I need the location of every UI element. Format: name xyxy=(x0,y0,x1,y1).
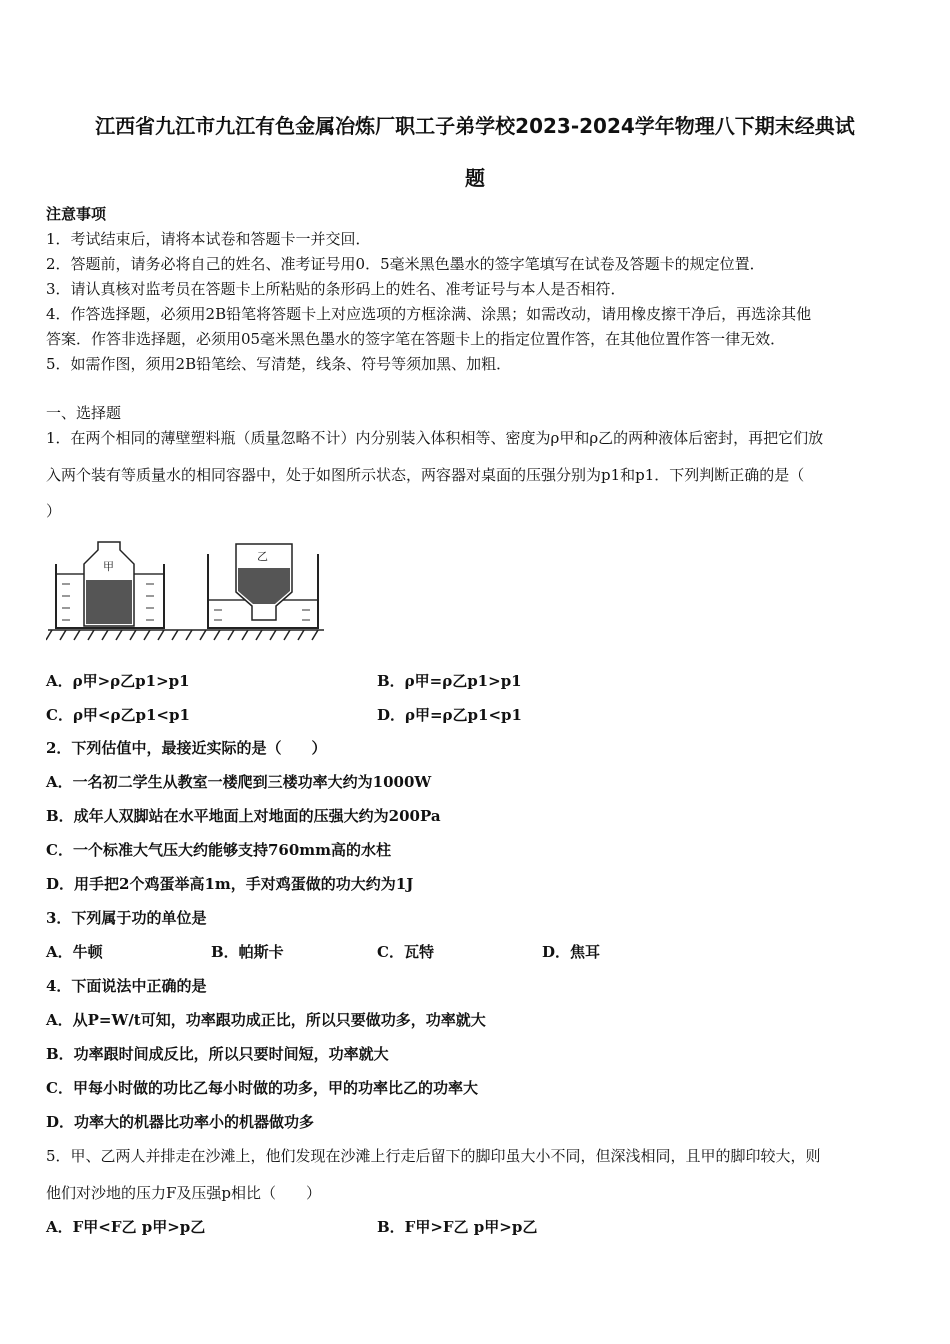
right-bottle-label: 乙 xyxy=(257,550,268,563)
q4-option-a[interactable]: A．从P=W/t可知，功率跟功成正比，所以只要做功多，功率就大 xyxy=(46,1011,486,1029)
q3-option-d[interactable]: D．焦耳 xyxy=(542,943,601,961)
notice-item: 5．如需作图，须用2B铅笔绘、写清楚，线条、符号等须加黑、加粗． xyxy=(46,355,512,373)
notice-item: 4．作答选择题，必须用2B铅笔将答题卡上对应选项的方框涂满、涂黑；如需改动，请用橡皮擦干净后，再选涂其他 xyxy=(46,305,812,323)
q4-option-d[interactable]: D．功率大的机器比功率小的机器做功多 xyxy=(46,1113,315,1131)
section-heading: 一、选择题 xyxy=(46,404,122,422)
q3-stem: 3．下列属于功的单位是 xyxy=(46,909,207,927)
left-container xyxy=(56,542,164,628)
q1-stem-line2: 入两个装有等质量水的相同容器中，处于如图所示状态，两容器对桌面的压强分别为p1和p1．下列判断正确的是（ xyxy=(46,466,805,484)
notice-item: 答案．作答非选择题，必须用05毫米黑色墨水的签字笔在答题卡上的指定位置作答，在其他位置作答一律无效． xyxy=(46,330,786,348)
q1-option-d[interactable]: D．ρ甲=ρ乙p1<p1 xyxy=(377,706,522,724)
q2-option-a[interactable]: A．一名初二学生从教室一楼爬到三楼功率大约为1000W xyxy=(46,773,432,791)
q1-figure xyxy=(46,540,326,652)
q1-stem-line1: 1．在两个相同的薄壁塑料瓶（质量忽略不计）内分别装入体积相等、密度为ρ甲和ρ乙的两种液体后密封，再把它们放 xyxy=(46,429,824,447)
notice-item: 1．考试结束后，请将本试卷和答题卡一并交回． xyxy=(46,230,371,248)
q4-option-b[interactable]: B．功率跟时间成反比，所以只要时间短，功率就大 xyxy=(46,1045,389,1063)
q2-stem: 2．下列估值中，最接近实际的是（ ） xyxy=(46,739,327,757)
q4-stem: 4．下面说法中正确的是 xyxy=(46,977,207,995)
q2-option-c[interactable]: C．一个标准大气压大约能够支持760mm高的水柱 xyxy=(46,841,391,859)
notice-heading: 注意事项 xyxy=(46,205,107,223)
q5-stem-line1: 5．甲、乙两人并排走在沙滩上，他们发现在沙滩上行走后留下的脚印虽大小不同，但深浅相同，且甲的脚印较大，则 xyxy=(46,1147,821,1165)
q1-option-b[interactable]: B．ρ甲=ρ乙p1>p1 xyxy=(377,672,522,690)
exam-title-line2: 题 xyxy=(465,166,485,190)
q5-option-a[interactable]: A．F甲<F乙 p甲>p乙 xyxy=(46,1218,206,1236)
q1-option-a[interactable]: A．ρ甲>ρ乙p1>p1 xyxy=(46,672,190,690)
q1-stem-line3: ） xyxy=(46,502,62,520)
q4-option-c[interactable]: C．甲每小时做的功比乙每小时做的功多，甲的功率比乙的功率大 xyxy=(46,1079,478,1097)
exam-title-line1: 江西省九江市九江有色金属冶炼厂职工子弟学校2023-2024学年物理八下期末经典试 xyxy=(95,114,855,138)
q3-option-b[interactable]: B．帕斯卡 xyxy=(211,943,284,961)
notice-item: 3．请认真核对监考员在答题卡上所粘贴的条形码上的姓名、准考证号与本人是否相符． xyxy=(46,280,626,298)
left-bottle-label: 甲 xyxy=(103,560,114,573)
q2-option-b[interactable]: B．成年人双脚站在水平地面上对地面的压强大约为200Pa xyxy=(46,807,441,825)
q3-option-a[interactable]: A．牛顿 xyxy=(46,943,103,961)
exam-title xyxy=(40,100,910,204)
notice-item: 2．答题前，请务必将自己的姓名、准考证号用0．5毫米黑色墨水的签字笔填写在试卷及答题卡的规定位置． xyxy=(46,255,765,273)
q2-option-d[interactable]: D．用手把2个鸡蛋举高1m，手对鸡蛋做的功大约为1J xyxy=(46,875,414,893)
right-container xyxy=(208,544,318,628)
ground xyxy=(46,630,324,640)
q1-option-c[interactable]: C．ρ甲<ρ乙p1<p1 xyxy=(46,706,190,724)
q3-option-c[interactable]: C．瓦特 xyxy=(377,943,434,961)
q5-stem-line2: 他们对沙地的压力F及压强p相比（ ） xyxy=(46,1184,322,1202)
q5-option-b[interactable]: B．F甲>F乙 p甲>p乙 xyxy=(377,1218,538,1236)
